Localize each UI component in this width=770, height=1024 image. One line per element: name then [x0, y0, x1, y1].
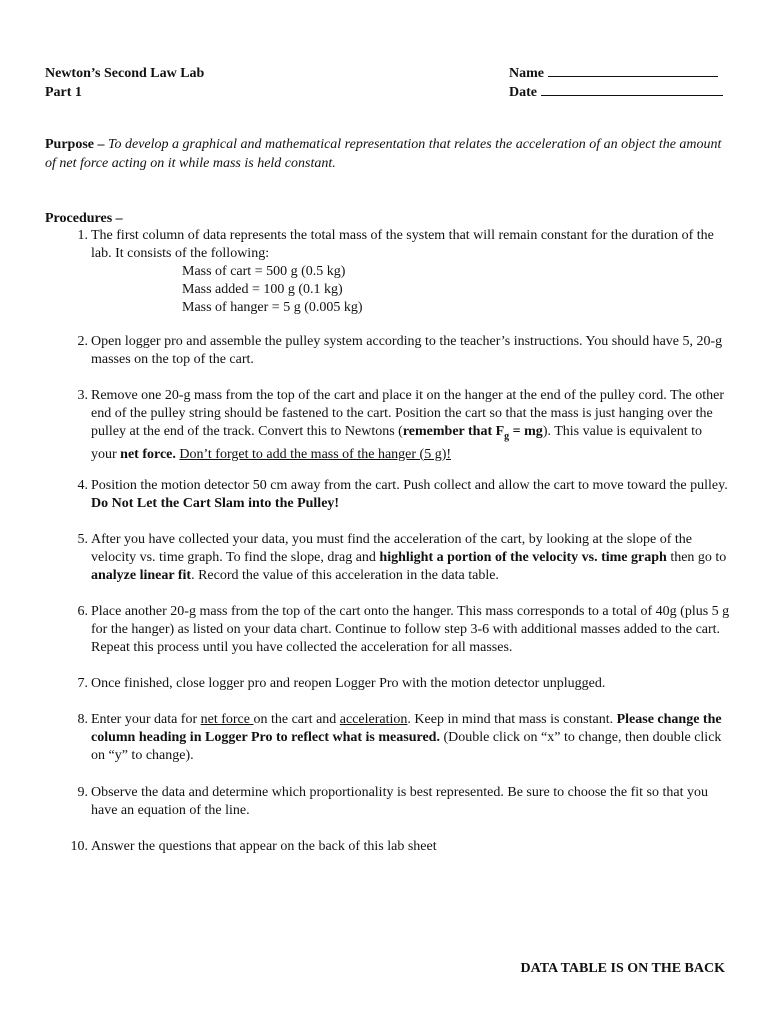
procedure-item-7 [60, 675, 730, 693]
name-blank [548, 64, 718, 77]
item-text: Answer the questions that appear on the back of this lab sheet [91, 839, 437, 854]
analyze-instruction: analyze linear fit [91, 568, 192, 583]
item-number: 2. [77, 334, 88, 349]
procedure-item-1 [60, 227, 730, 317]
item-number: 10. [70, 839, 88, 854]
item-number: 9. [77, 785, 88, 800]
item-text-part: . Record the value of this acceleration in the data table. [191, 568, 499, 583]
net-force-underline: net force [200, 712, 254, 727]
mass-list [182, 263, 730, 317]
item-text-part: ). This value is equivalent to your [91, 424, 702, 462]
procedure-item-6 [60, 603, 730, 657]
procedure-item-9 [60, 784, 730, 820]
date-blank [541, 83, 723, 96]
acceleration-underline: acceleration [339, 712, 408, 727]
formula-text: remember that F [402, 424, 505, 439]
data-table-note: DATA TABLE IS ON THE BACK [520, 961, 725, 976]
document-header-right [509, 64, 723, 102]
formula-rest: = mg [509, 424, 543, 439]
purpose-text: To develop a graphical and mathematical representation that relates the acceleration of an object the amount of net force acting on it while mass is held constant. [45, 137, 722, 171]
procedures-title: Procedures – [45, 211, 123, 226]
lab-title: Newton’s Second Law Lab [45, 66, 205, 81]
lab-part: Part 1 [45, 85, 82, 100]
purpose-section [45, 135, 735, 173]
item-text: Place another 20-g mass from the top of the cart onto the hanger. This mass corresponds to a total of 40g (plus 5 g for the hanger) as listed on your data chart. Continue to follow step 3-6 with additional masses added to the cart. Repeat this process until you have collected the acceleration for all masses. [91, 604, 730, 655]
formula-reminder [402, 424, 543, 442]
item-number: 3. [77, 388, 88, 403]
item-text: Observe the data and determine which proportionality is best represented. Be sure to choose the fit so that you have an equation of the line. [91, 785, 708, 818]
item-text-part: Position the motion detector 50 cm away from the cart. Push collect and allow the cart to move toward the pulley. [91, 478, 728, 493]
formula-subscript: g [504, 430, 510, 442]
procedure-item-2 [60, 333, 730, 369]
item-text [91, 477, 730, 513]
item-text-part: (Double click on “x” to change, then double click on “y” to change). [91, 730, 722, 763]
document-header-left [45, 64, 204, 102]
hanger-mass-reminder: Don’t forget to add the mass of the hanger (5 g)! [179, 446, 452, 462]
item-text-part: . Keep in mind that mass is constant. [407, 712, 614, 727]
highlight-instruction: highlight a portion of the velocity vs. time graph [379, 550, 667, 565]
procedure-item-10 [60, 838, 730, 856]
item-text-part: on the cart and [253, 712, 340, 727]
name-field [509, 64, 723, 83]
item-text [91, 711, 730, 765]
item-number: 8. [77, 712, 88, 727]
date-field [509, 83, 723, 102]
item-number: 5. [77, 532, 88, 547]
item-text: The first column of data represents the total mass of the system that will remain constant for the duration of the lab. It consists of the following: [91, 228, 714, 261]
item-text: Once finished, close logger pro and reopen Logger Pro with the motion detector unplugged. [91, 676, 606, 691]
column-heading-instruction: Please change the column heading in Logger Pro to reflect what is measured. [91, 712, 722, 745]
item-text-part: Remove one 20-g mass from the top of the cart and place it on the hanger at the end of the pulley cord. The other end of the pulley string should be fastened to the cart. Position the cart so that the mass is just hanging over the pulley at the end of the track. Convert this to Newtons ( [91, 388, 725, 439]
item-number: 7. [77, 676, 88, 691]
procedure-item-3 [60, 387, 730, 464]
procedure-item-5 [60, 531, 730, 585]
item-text [91, 531, 730, 585]
date-label: Date [509, 85, 537, 100]
purpose-label: Purpose – [45, 137, 105, 152]
procedure-item-4 [60, 477, 730, 513]
procedure-item-8 [60, 711, 730, 765]
mass-added: Mass added = 100 g (0.1 kg) [182, 282, 343, 297]
name-label: Name [509, 66, 544, 81]
warning-text: Do Not Let the Cart Slam into the Pulley! [91, 496, 340, 511]
net-force-emphasis: net force. [120, 446, 176, 462]
mass-cart: Mass of cart = 500 g (0.5 kg) [182, 264, 346, 279]
item-text: Open logger pro and assemble the pulley system according to the teacher’s instructions. You should have 5, 20-g masses on the top of the cart. [91, 334, 723, 367]
item-number: 4. [77, 478, 88, 493]
item-text [91, 387, 730, 464]
item-text-part: then go to [666, 550, 727, 565]
item-text-part: Enter your data for [91, 712, 201, 727]
item-number: 1. [77, 228, 88, 243]
item-text-part: After you have collected your data, you must find the acceleration of the cart, by looking at the slope of the velocity vs. time graph. To find the slope, drag and [91, 532, 693, 565]
item-number: 6. [77, 604, 88, 619]
mass-hanger: Mass of hanger = 5 g (0.005 kg) [182, 300, 363, 315]
